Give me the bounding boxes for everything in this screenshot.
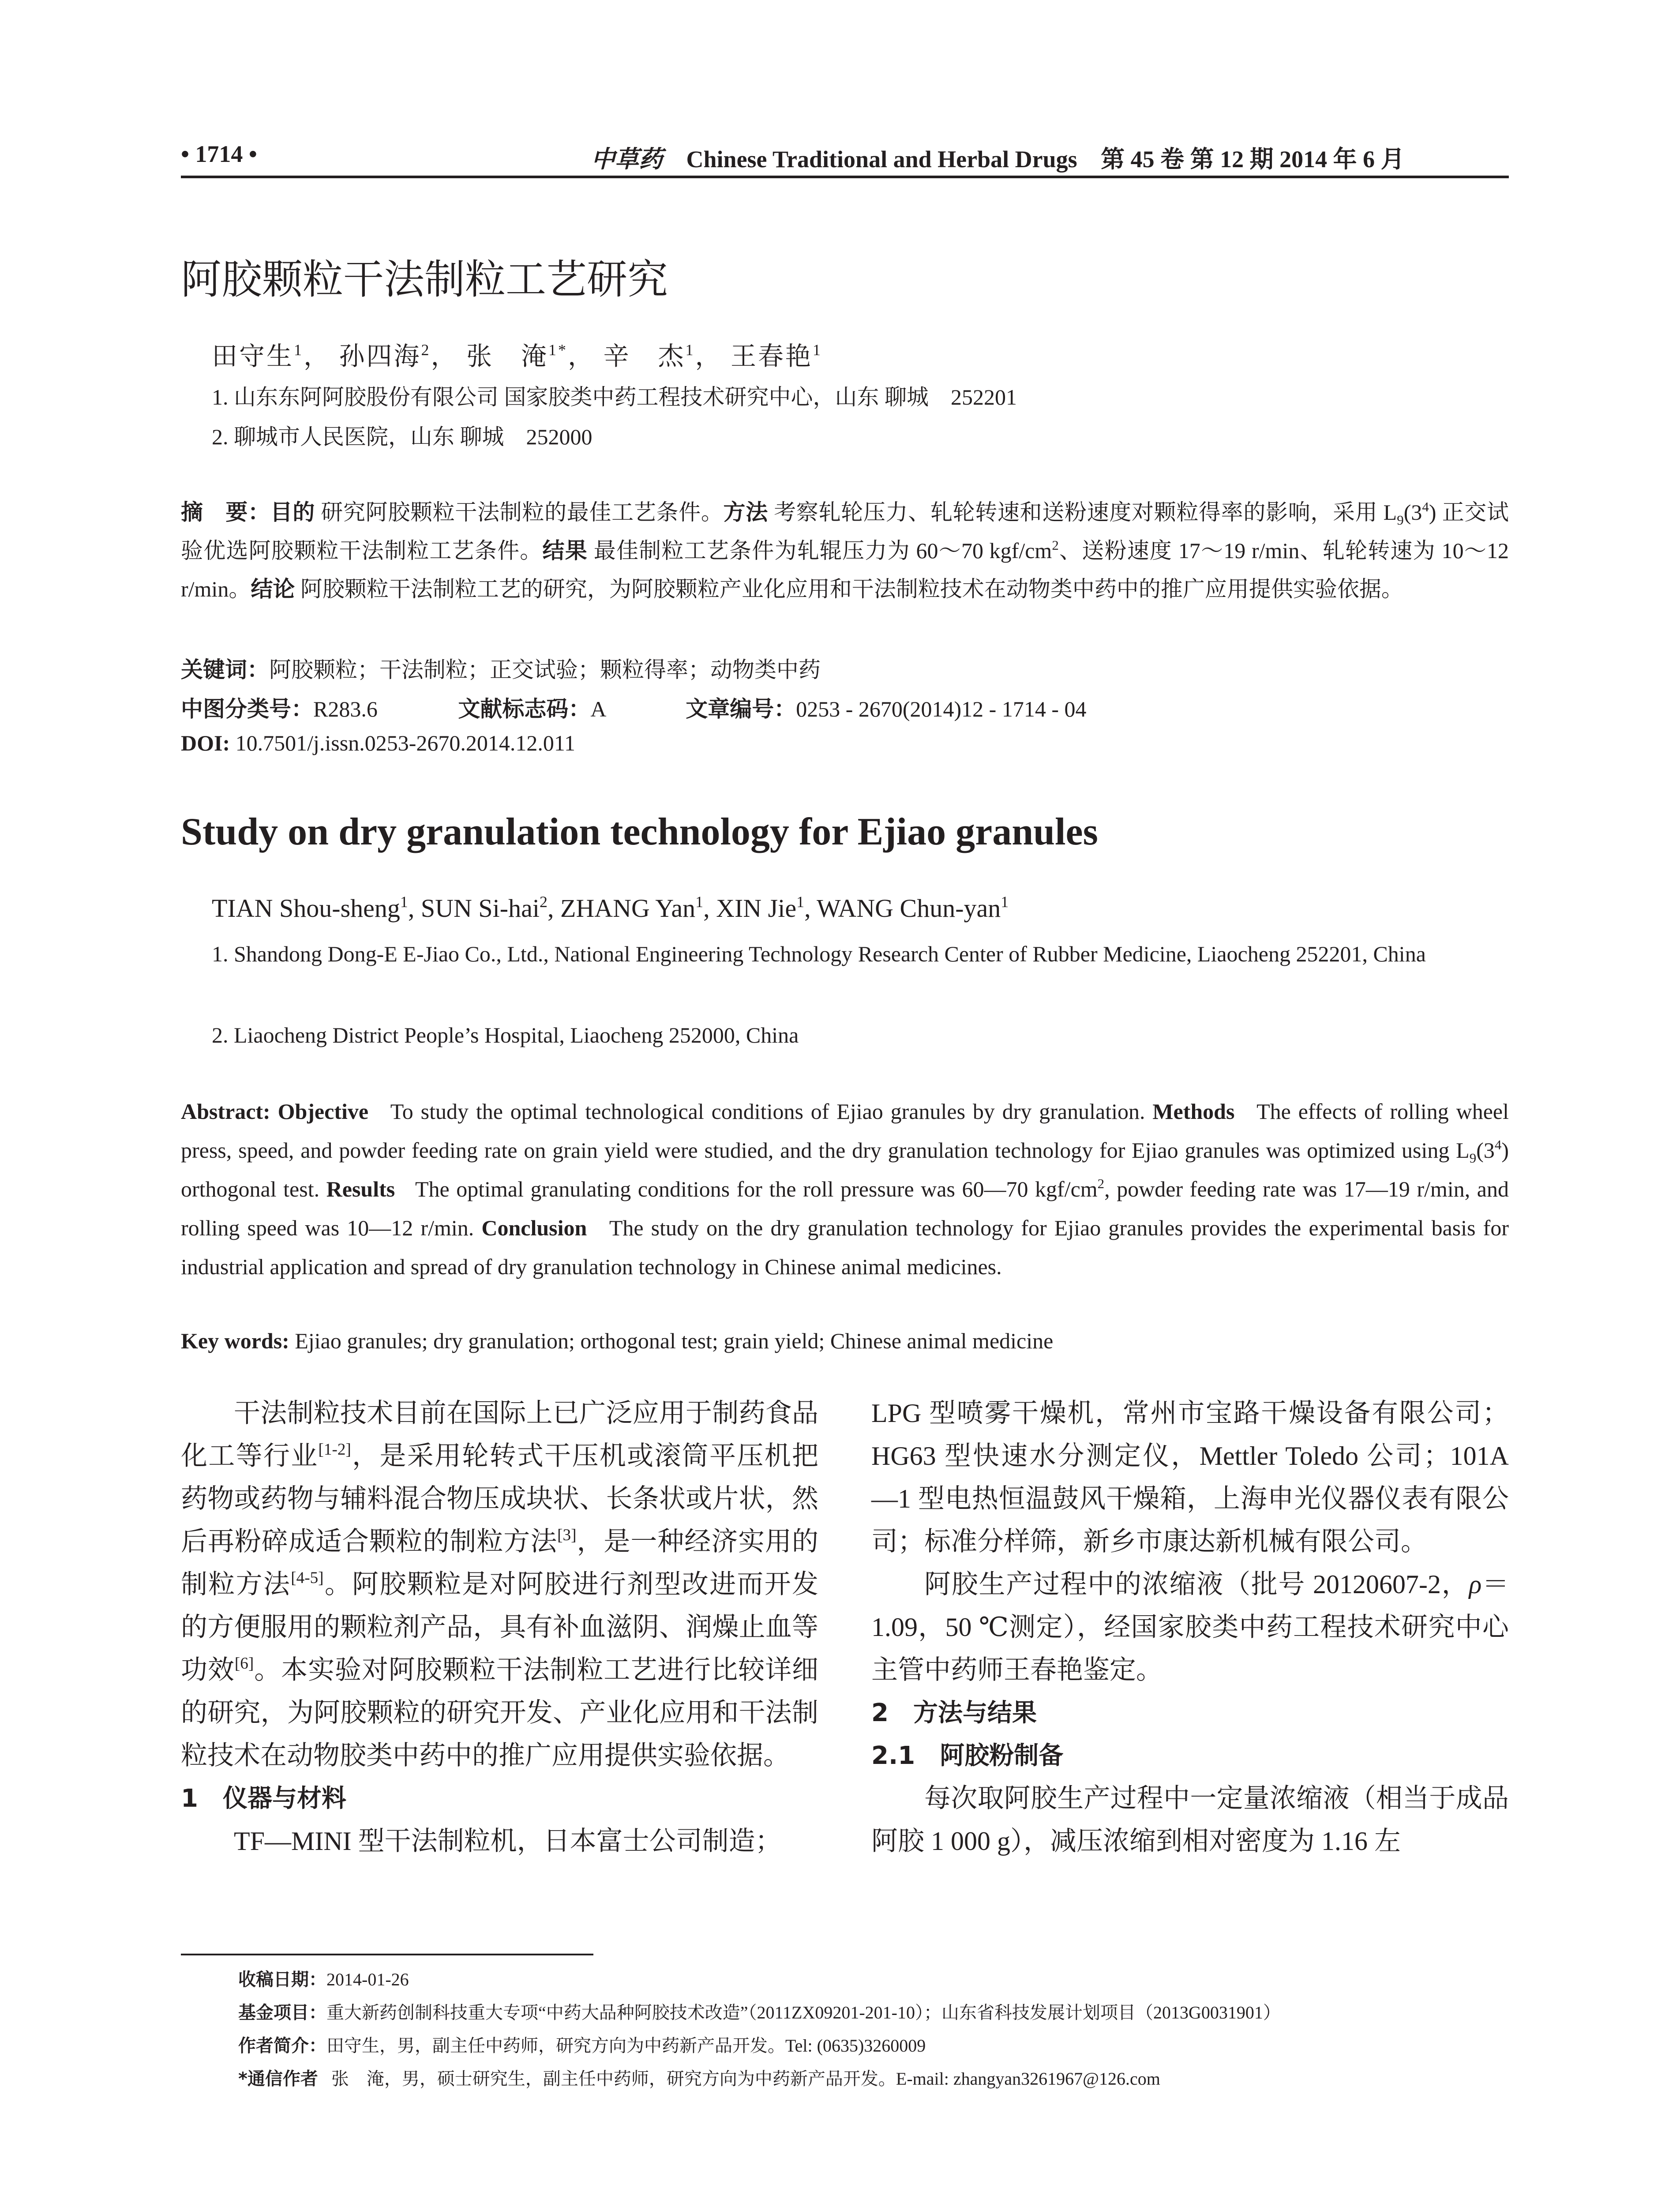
- author-affiliation-mark: 1: [685, 341, 695, 359]
- methods-text: (3: [1403, 500, 1422, 525]
- keywords-label: Key words:: [181, 1328, 289, 1353]
- body-paragraph: 每次取阿胶生产过程中一定量浓缩液（相当于成品阿胶 1 000 g），减压浓缩到相对密度为 1.16 左: [871, 1784, 1509, 1856]
- citation: [4-5]: [291, 1569, 324, 1587]
- article-no-label: 文章编号：: [686, 696, 796, 722]
- body-paragraph: TF—MINI 型干法制粒机，日本富士公司制造；: [234, 1827, 782, 1856]
- footnote-text: 重大新药创制科技重大专项“中药大品种阿胶技术改造”（2011ZX09201-201-10）；山东省科技发展计划项目（2013G0031901）: [326, 2003, 1281, 2022]
- affiliation-en-1: 1. Shandong Dong-E E-Jiao Co., Ltd., National Engineering Technology Research Center of Rubber Medicine, Liaocheng 252201, China: [212, 942, 1426, 966]
- body-text: ＝1.09，50 ℃测定），经国家胶类中药工程技术研究中心主管中药师王春艳鉴定。: [871, 1570, 1509, 1685]
- footnote-label: 收稿日期：: [238, 1970, 326, 1990]
- doi-line: [181, 730, 575, 756]
- citation: [3]: [557, 1526, 577, 1545]
- methods-superscript: 4: [1494, 1137, 1502, 1152]
- results-label: 结果: [542, 538, 588, 563]
- author-affiliation-mark: 1: [1001, 893, 1009, 911]
- body-paragraph: LPG 型喷雾干燥机，常州市宝路干燥设备有限公司；HG63 型快速水分测定仪，Mettler Toledo 公司；101A—1 型电热恒温鼓风干燥箱，上海申光仪器仪表有限公司；标准分样筛，新乡市康达新机械有限公司。: [871, 1399, 1509, 1556]
- keywords-cn: [181, 652, 821, 684]
- citation: [6]: [234, 1654, 254, 1673]
- footnote-text: 张 淹，男，硕士研究生，副主任中药师，研究方向为中药新产品开发。E-mail: zhangyan3261967@126.com: [331, 2069, 1160, 2089]
- author-name: 田守生: [212, 342, 294, 371]
- author-name: TIAN Shou-sheng: [212, 894, 400, 923]
- body-left-column: [181, 1392, 818, 1863]
- footnote-text: 2014-01-26: [326, 1970, 409, 1989]
- author-name: SUN Si-hai: [420, 894, 540, 923]
- results-superscript: 2: [1052, 537, 1059, 553]
- footnote-text: 田守生，男，副主任中药师，研究方向为中药新产品开发。Tel: (0635)3260009: [326, 2036, 926, 2056]
- author-name: 张 淹: [466, 342, 549, 371]
- subsection-heading: 2.1 阿胶粉制备: [871, 1741, 1064, 1770]
- author-affiliation-mark: 1: [400, 893, 408, 911]
- body-text: 。本实验对阿胶颗粒干法制粒工艺进行比较详细的研究，为阿胶颗粒的研究开发、产业化应用和干法制粒技术在动物胶类中药中的推广应用提供实验依据。: [181, 1655, 819, 1770]
- methods-subscript: 9: [1397, 512, 1404, 528]
- body-text: ，是采用轮转式干压机或滚筒平压机把药物或药物与辅料混合物压成块状、长条状或片状，然后再粉碎成适合颗粒的制粒方法: [181, 1441, 819, 1556]
- footnote-rule: [181, 1954, 593, 1955]
- author-affiliation-mark: 1: [813, 341, 823, 359]
- affiliation-cn-1: 1. 山东东阿阿胶股份有限公司 国家胶类中药工程技术研究中心，山东 聊城 252201: [212, 385, 1017, 409]
- doc-code-value: A: [590, 697, 605, 721]
- title-cn: 阿胶颗粒干法制粒工艺研究: [181, 256, 668, 303]
- conclusion-text: 阿胶颗粒干法制粒工艺的研究，为阿胶颗粒产业化应用和干法制粒技术在动物类中药中的推广应用提供实验依据。: [300, 577, 1403, 601]
- running-header: [181, 140, 1509, 180]
- rho-symbol: ρ: [1469, 1570, 1482, 1599]
- conclusion-label: 结论: [251, 576, 295, 602]
- results-superscript: 2: [1097, 1175, 1105, 1191]
- objective-label: Objective: [278, 1099, 369, 1124]
- body-text: ，是一种经济实用的制粒方法: [181, 1527, 819, 1599]
- author-name: 王春艳: [731, 342, 813, 371]
- footnote-label: 基金项目：: [238, 2003, 326, 2023]
- methods-label: Methods: [1152, 1099, 1235, 1124]
- abstract-en: [181, 1092, 1509, 1286]
- footnote-author: [238, 2032, 926, 2057]
- doc-code-label: 文献标志码：: [458, 696, 591, 722]
- clc-value: R283.6: [313, 697, 378, 721]
- author-name: XIN Jie: [716, 894, 797, 923]
- results-text: , powder feeding rate was 17—19 r/min, and rolling speed was 10—12 r/min.: [181, 1177, 1509, 1240]
- abstract-label: 摘 要：: [181, 499, 270, 525]
- author-affiliation-mark: 2: [539, 893, 548, 911]
- section-heading: 2 方法与结果: [871, 1699, 1037, 1727]
- results-text: 最佳制粒工艺条件为轧辊压力为 60～70 kgf/cm: [593, 538, 1052, 563]
- body-right-column: [871, 1392, 1509, 1863]
- journal-name-cn: 中草药: [591, 145, 663, 173]
- methods-label: 方法: [723, 499, 768, 525]
- journal-info: [591, 140, 1405, 174]
- author-affiliation-mark: 1: [294, 341, 304, 359]
- section-heading: 1 仪器与材料: [181, 1784, 346, 1813]
- conclusion-label: Conclusion: [481, 1216, 587, 1240]
- abstract-label: Abstract:: [181, 1099, 270, 1124]
- title-en: Study on dry granulation technology for Ejiao granules: [181, 810, 1098, 853]
- doi-label: DOI:: [181, 731, 230, 755]
- authors-cn: 田守生$^1$， 孙四海$^2$， 张 淹$^{1*}$， 辛 杰$^1$， 王春艳$^1$: [212, 341, 823, 371]
- page-number: • 1714 •: [181, 141, 257, 167]
- body-paragraph: [181, 1392, 818, 1777]
- methods-superscript: 4: [1422, 499, 1429, 514]
- article-no-value: 0253 - 2670(2014)12 - 1714 - 04: [796, 697, 1087, 721]
- author-name: ZHANG Yan: [560, 894, 696, 923]
- keywords-text: Ejiao granules; dry granulation; orthogonal test; grain yield; Chinese animal medicine: [295, 1328, 1054, 1353]
- footnote-label: *通信作者: [238, 2069, 318, 2089]
- objective-label: 目的: [270, 499, 315, 525]
- results-text: 、送粉速度 17～19 r/min、轧轮转速为 10～12 r/min。: [181, 538, 1509, 601]
- author-name: 孙四海: [339, 342, 421, 371]
- footnote-fund: [238, 1999, 1281, 2024]
- doi-value: 10.7501/j.issn.0253-2670.2014.12.011: [235, 731, 575, 755]
- author-affiliation-mark: 1: [796, 893, 805, 911]
- journal-name-en: Chinese Traditional and Herbal Drugs: [686, 146, 1077, 173]
- results-text: The optimal granulating conditions for the roll pressure was 60—70 kgf/cm: [415, 1177, 1098, 1201]
- methods-text: ) orthogonal test.: [181, 1138, 1509, 1201]
- keywords-label: 关键词：: [181, 657, 269, 683]
- body-text: 干法制粒技术目前在国际上已广泛应用于制药食品化工等行业: [181, 1399, 818, 1471]
- methods-text: The effects of rolling wheel press, speed, and powder feeding rate on grain yield were studied, and the dry granulation technology for Ejiao granules was optimized using L: [181, 1099, 1509, 1163]
- clc-label: 中图分类号：: [181, 696, 313, 722]
- methods-text: (3: [1476, 1138, 1495, 1163]
- abstract-cn: [181, 493, 1509, 608]
- methods-subscript: 9: [1469, 1150, 1477, 1166]
- author-affiliation-mark: 2: [421, 341, 431, 359]
- body-paragraph: [871, 1563, 1509, 1692]
- body-text: 。阿胶颗粒是对阿胶进行剂型改进而开发的方便服用的颗粒剂产品，具有补血滋阴、润燥止血等功效: [181, 1570, 819, 1685]
- footnote-corresponding: [238, 2065, 1160, 2090]
- citation: [1-2]: [318, 1441, 351, 1459]
- footnote-label: 作者简介：: [238, 2036, 326, 2056]
- body-text: 阿胶生产过程中的浓缩液（批号 20120607-2，: [924, 1570, 1469, 1599]
- author-affiliation-mark: 1: [695, 893, 704, 911]
- keywords-en: [181, 1328, 1053, 1354]
- objective-text: To study the optimal technological conditions of Ejiao granules by dry granulation.: [390, 1099, 1145, 1124]
- conclusion-text: The study on the dry granulation technology for Ejiao granules provides the experimental basis for industrial application and spread of dry granulation technology in Chinese animal medicines.: [181, 1216, 1509, 1279]
- affiliation-en-2: 2. Liaocheng District People’s Hospital, Liaocheng 252000, China: [212, 1023, 799, 1047]
- header-rule: [181, 176, 1509, 178]
- methods-text: ) 正交试验优选阿胶颗粒干法制粒工艺条件。: [181, 500, 1509, 563]
- results-label: Results: [326, 1177, 395, 1201]
- affiliation-cn-2: 2. 聊城市人民医院，山东 聊城 252000: [212, 424, 592, 449]
- issue-info: 第 45 卷 第 12 期 2014 年 6 月: [1101, 146, 1405, 173]
- methods-text: 考察轧轮压力、轧轮转速和送粉速度对颗粒得率的影响，采用 L: [774, 500, 1397, 525]
- author-name: 辛 杰: [603, 342, 686, 371]
- keywords-text: 阿胶颗粒；干法制粒；正交试验；颗粒得率；动物类中药: [269, 657, 821, 682]
- author-affiliation-mark: 1*: [548, 341, 568, 359]
- footnote-received: [238, 1966, 409, 1991]
- authors-en: TIAN Shou-sheng$^1$, SUN Si-hai$^2$, ZHANG Yan$^1$, XIN Jie$^1$, WANG Chun-yan$^1$: [212, 893, 1009, 923]
- classification-line: [181, 691, 1086, 723]
- author-name: WANG Chun-yan: [817, 894, 1001, 923]
- objective-text: 研究阿胶颗粒干法制粒的最佳工艺条件。: [321, 500, 724, 525]
